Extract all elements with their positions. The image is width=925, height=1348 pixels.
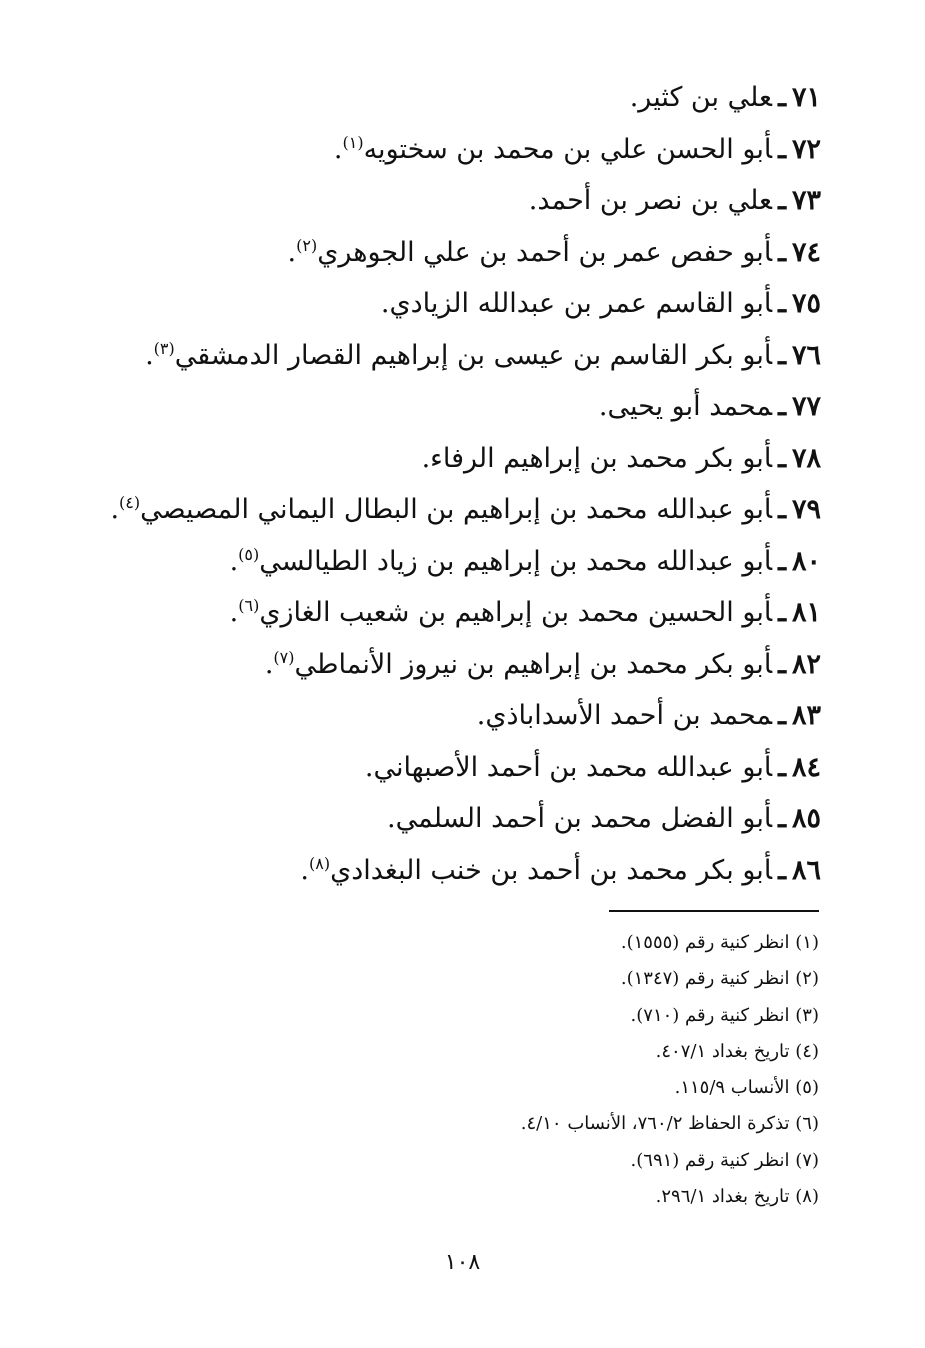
footnote-list <box>119 925 819 1215</box>
footnote-marker: (٥) <box>238 544 260 564</box>
entry-number: ٨٦ <box>791 854 821 886</box>
entry-separator: ـ <box>778 700 786 731</box>
entry-text: علي بن كثير. <box>629 82 773 113</box>
entry-number: ٨٤ <box>791 751 821 783</box>
footnote-marker: (٢) <box>296 235 318 255</box>
footnote: (٧) انظر كنية رقم (٦٩١). <box>630 1149 819 1171</box>
entry-text: محمد بن أحمد الأسداباذي. <box>476 700 773 731</box>
list-item <box>41 742 821 794</box>
footnote-marker: (٣) <box>153 338 175 358</box>
entry-separator: ـ <box>778 597 786 628</box>
footnote: (٤) تاريخ بغداد ٤٠٧/١. <box>655 1040 819 1062</box>
list-item: ٧٩ـأبو عبدالله محمد بن إبراهيم بن البطال اليماني المصيصي$^{(٤)}$. <box>110 493 821 525</box>
entry-text: أبو القاسم عمر بن عبدالله الزيادي. <box>380 288 773 319</box>
entry-number: ٨١ <box>791 597 821 628</box>
list-item: ٨١ـأبو الحسين محمد بن إبراهيم بن شعيب الغازي$^{(٦)}$. <box>229 596 821 628</box>
footnote-marker: (٧) <box>273 647 295 667</box>
list-item <box>41 72 821 124</box>
footnote: (١) انظر كنية رقم (١٥٥٥). <box>620 932 819 953</box>
footnote: (٦) تذكرة الحفاظ ٧٦٠/٢، الأنساب ٤/١٠. <box>520 1113 819 1135</box>
list-item: ٧٤ـأبو حفص عمر بن أحمد بن علي الجوهري$^{(٢)}$. <box>287 235 821 268</box>
entry-number: ٧٤ <box>791 236 821 268</box>
entry-number: ٧٨ <box>791 442 821 474</box>
entry-separator: ـ <box>778 236 786 268</box>
entry-text: أبو بكر القاسم بن عيسى بن إبراهيم القصار الدمشقي <box>174 339 773 371</box>
entry-number: ٧٩ <box>791 494 821 525</box>
footnote-marker: (١) <box>342 132 364 152</box>
entry-number: ٨٠ <box>791 545 821 577</box>
footnote-marker: (٨) <box>309 853 331 873</box>
entry-separator: ـ <box>778 545 786 577</box>
footnote: (٢) انظر كنية رقم (١٣٤٧). <box>620 968 819 990</box>
list-item: ٨٢ـأبو بكر محمد بن إبراهيم بن نيروز الأنماطي$^{(٧)}$. <box>264 647 821 680</box>
list-item: ٨٠ـأبو عبدالله محمد بن إبراهيم بن زياد الطيالسي$^{(٥)}$. <box>229 544 821 577</box>
entry-separator: ـ <box>778 803 786 834</box>
footnote: (٣) انظر كنية رقم (٧١٠). <box>630 1004 819 1026</box>
entry-text: أبو حفص عمر بن أحمد بن علي الجوهري <box>317 236 773 268</box>
list-item <box>41 278 821 330</box>
footnote-marker: (٦) <box>238 596 260 615</box>
entry-number: ٧٦ <box>791 339 821 371</box>
entry-separator: ـ <box>778 185 786 216</box>
footnote-marker: (٤) <box>119 493 141 512</box>
entry-number: ٨٢ <box>791 648 821 680</box>
entry-separator: ـ <box>778 339 786 371</box>
list-item: ٧٢ـأبو الحسن علي بن محمد بن سختويه$^{(١)}$. <box>333 132 821 165</box>
entry-separator: ـ <box>778 82 786 113</box>
entry-text: أبو الحسين محمد بن إبراهيم بن شعيب الغازي <box>259 597 773 628</box>
entry-number: ٧١ <box>791 82 821 113</box>
entry-text: أبو عبدالله محمد بن إبراهيم بن البطال اليماني المصيصي <box>140 494 773 525</box>
list-item <box>41 381 821 433</box>
list-item: ٨٦ـأبو بكر محمد بن أحمد بن خنب البغدادي$^{(٨)}$. <box>300 853 821 886</box>
entry-number: ٧٢ <box>791 133 821 165</box>
footnote: (٨) تاريخ بغداد ٢٩٦/١. <box>655 1186 819 1208</box>
entry-text: أبو عبدالله محمد بن إبراهيم بن زياد الطيالسي <box>259 545 773 577</box>
entry-text: أبو بكر محمد بن إبراهيم بن نيروز الأنماطي <box>294 648 773 680</box>
entry-text: أبو الفضل محمد بن أحمد السلمي. <box>387 803 773 834</box>
footnote-divider <box>609 910 819 912</box>
entry-list <box>41 72 821 896</box>
entry-separator: ـ <box>778 288 786 319</box>
list-item: ٧٦ـأبو بكر القاسم بن عيسى بن إبراهيم القصار الدمشقي$^{(٣)}$. <box>145 338 821 371</box>
entry-text: محمد أبو يحيى. <box>598 391 773 422</box>
list-item <box>41 175 821 227</box>
entry-separator: ـ <box>778 442 786 474</box>
entry-number: ٧٧ <box>791 391 821 422</box>
entry-number: ٨٥ <box>791 803 821 834</box>
entry-separator: ـ <box>778 648 786 680</box>
list-item <box>41 690 821 742</box>
entry-separator: ـ <box>778 751 786 783</box>
list-item <box>41 433 821 485</box>
entry-number: ٨٣ <box>791 700 821 731</box>
entry-separator: ـ <box>778 133 786 165</box>
entry-separator: ـ <box>778 854 786 886</box>
entry-text: علي بن نصر بن أحمد. <box>528 185 773 216</box>
entry-text: أبو الحسن علي بن محمد بن سختويه <box>363 133 773 165</box>
entry-separator: ـ <box>778 391 786 422</box>
entry-text: أبو عبدالله محمد بن أحمد الأصبهاني. <box>364 751 773 783</box>
list-item <box>41 793 821 845</box>
entry-number: ٧٥ <box>791 288 821 319</box>
page-number: ١٠٨ <box>444 1250 481 1275</box>
entry-text: أبو بكر محمد بن إبراهيم الرفاء. <box>421 442 773 474</box>
entry-number: ٧٣ <box>791 185 821 216</box>
entry-separator: ـ <box>778 494 786 525</box>
entry-text: أبو بكر محمد بن أحمد بن خنب البغدادي <box>330 854 773 886</box>
footnote: (٥) الأنساب ١١٥/٩. <box>674 1077 819 1099</box>
